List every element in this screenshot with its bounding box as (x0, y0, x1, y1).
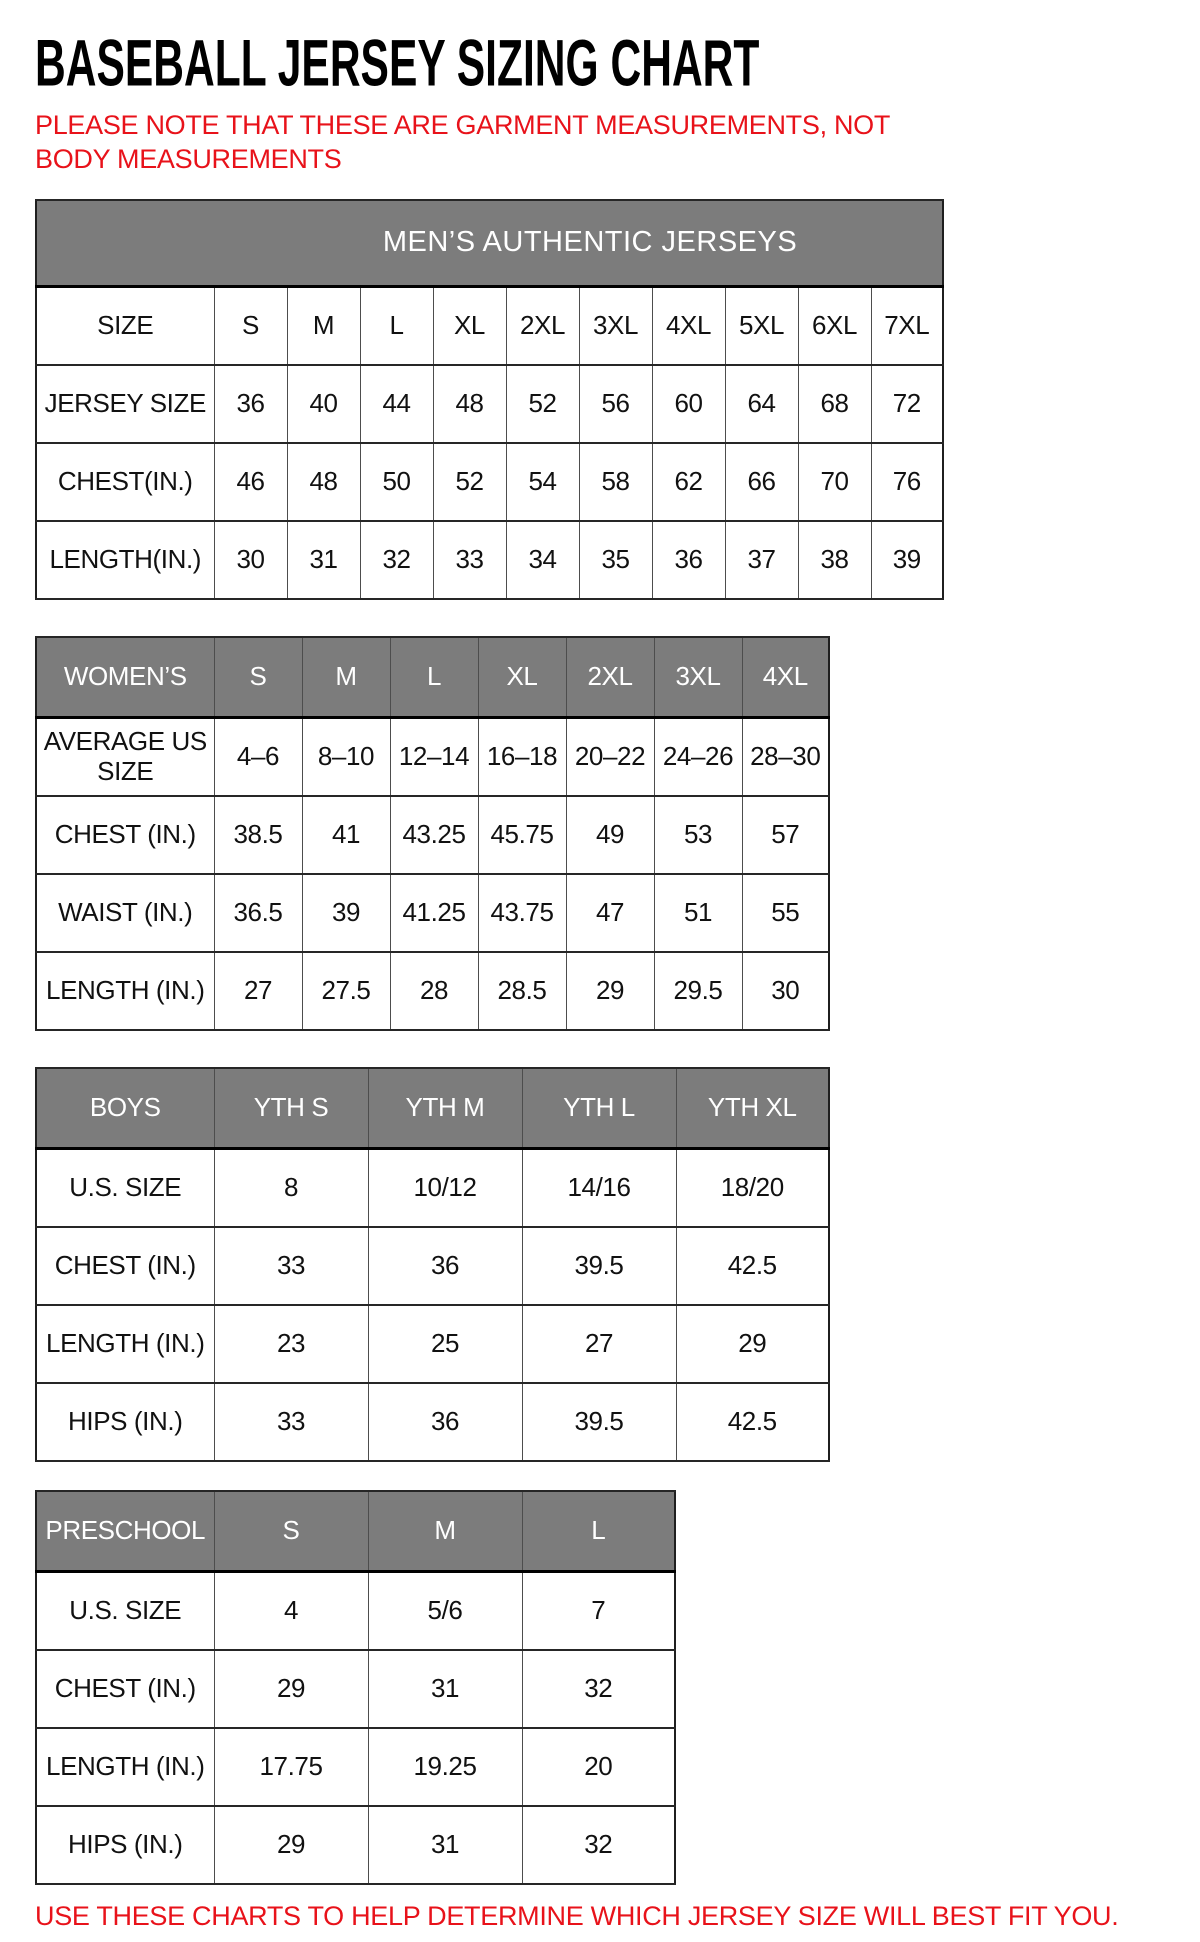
value-cell: 4 (214, 1571, 368, 1650)
table-row (36, 717, 829, 796)
value-cell: 39.5 (522, 1383, 676, 1461)
column-header-row (36, 1068, 829, 1149)
row-label-cell: CHEST (IN.) (36, 1650, 214, 1728)
column-header-cell: M (287, 286, 360, 365)
table-row (36, 521, 943, 599)
value-cell: 8–10 (302, 717, 390, 796)
value-cell: 7 (522, 1571, 675, 1650)
table-banner: MEN’S AUTHENTIC JERSEYS (36, 200, 943, 287)
table-row (36, 1571, 675, 1650)
value-cell: 28–30 (742, 717, 829, 796)
column-header-cell: XL (433, 286, 506, 365)
column-header-cell: PRESCHOOL (36, 1491, 214, 1572)
column-header-cell: 6XL (798, 286, 871, 365)
value-cell: 31 (287, 521, 360, 599)
value-cell: 28.5 (478, 952, 566, 1030)
value-cell: 20–22 (566, 717, 654, 796)
value-cell: 34 (506, 521, 579, 599)
value-cell: 40 (287, 365, 360, 443)
value-cell: 49 (566, 796, 654, 874)
table-banner-row (36, 200, 943, 287)
value-cell: 54 (506, 443, 579, 521)
row-label-cell: LENGTH (IN.) (36, 1728, 214, 1806)
column-header-cell: M (368, 1491, 522, 1572)
column-header-cell: L (522, 1491, 675, 1572)
table-row (36, 443, 943, 521)
column-header-cell: L (390, 637, 478, 718)
value-cell: 29.5 (654, 952, 742, 1030)
table-row (36, 1806, 675, 1884)
value-cell: 30 (742, 952, 829, 1030)
column-header-cell: 7XL (871, 286, 943, 365)
value-cell: 72 (871, 365, 943, 443)
value-cell: 50 (360, 443, 433, 521)
value-cell: 5/6 (368, 1571, 522, 1650)
value-cell: 14/16 (522, 1148, 676, 1227)
column-header-cell: L (360, 286, 433, 365)
value-cell: 36 (368, 1227, 522, 1305)
column-header-cell: 5XL (725, 286, 798, 365)
value-cell: 4–6 (214, 717, 302, 796)
row-label-cell: JERSEY SIZE (36, 365, 214, 443)
value-cell: 27 (522, 1305, 676, 1383)
footer-note: USE THESE CHARTS TO HELP DETERMINE WHICH JERSEY SIZE WILL BEST FIT YOU. (35, 1900, 1119, 1931)
column-header-cell: 2XL (506, 286, 579, 365)
table-row (36, 1148, 829, 1227)
row-label-cell: LENGTH (IN.) (36, 952, 214, 1030)
value-cell: 29 (214, 1650, 368, 1728)
value-cell: 41.25 (390, 874, 478, 952)
value-cell: 68 (798, 365, 871, 443)
column-header-row (36, 286, 943, 365)
column-header-cell: WOMEN’S (36, 637, 214, 718)
value-cell: 18/20 (676, 1148, 829, 1227)
row-label-cell: AVERAGE US SIZE (36, 717, 214, 796)
value-cell: 29 (566, 952, 654, 1030)
value-cell: 36 (652, 521, 725, 599)
table-row (36, 952, 829, 1030)
column-header-cell: 3XL (579, 286, 652, 365)
boys-sizing-table (35, 1067, 830, 1462)
value-cell: 20 (522, 1728, 675, 1806)
value-cell: 38 (798, 521, 871, 599)
value-cell: 53 (654, 796, 742, 874)
value-cell: 70 (798, 443, 871, 521)
value-cell: 25 (368, 1305, 522, 1383)
value-cell: 27 (214, 952, 302, 1030)
table-row (36, 1383, 829, 1461)
value-cell: 42.5 (676, 1383, 829, 1461)
column-header-cell: YTH XL (676, 1068, 829, 1149)
row-label-cell: HIPS (IN.) (36, 1383, 214, 1461)
value-cell: 39.5 (522, 1227, 676, 1305)
womens-sizing-table (35, 636, 830, 1031)
column-header-row (36, 637, 829, 718)
column-header-cell: BOYS (36, 1068, 214, 1149)
column-header-cell: SIZE (36, 286, 214, 365)
value-cell: 39 (871, 521, 943, 599)
value-cell: 42.5 (676, 1227, 829, 1305)
value-cell: 44 (360, 365, 433, 443)
row-label-cell: HIPS (IN.) (36, 1806, 214, 1884)
value-cell: 48 (287, 443, 360, 521)
column-header-cell: 4XL (742, 637, 829, 718)
value-cell: 43.25 (390, 796, 478, 874)
value-cell: 36.5 (214, 874, 302, 952)
table-row (36, 1305, 829, 1383)
row-label-cell: LENGTH(IN.) (36, 521, 214, 599)
value-cell: 31 (368, 1806, 522, 1884)
value-cell: 33 (214, 1383, 368, 1461)
value-cell: 39 (302, 874, 390, 952)
preschool-sizing-table (35, 1490, 676, 1885)
column-header-cell: 2XL (566, 637, 654, 718)
value-cell: 48 (433, 365, 506, 443)
value-cell: 33 (214, 1227, 368, 1305)
value-cell: 52 (433, 443, 506, 521)
value-cell: 51 (654, 874, 742, 952)
value-cell: 47 (566, 874, 654, 952)
value-cell: 46 (214, 443, 287, 521)
page-title: BASEBALL JERSEY SIZING CHART (35, 25, 760, 100)
value-cell: 41 (302, 796, 390, 874)
value-cell: 32 (360, 521, 433, 599)
row-label-cell: CHEST (IN.) (36, 1227, 214, 1305)
table-row (36, 874, 829, 952)
value-cell: 36 (214, 365, 287, 443)
table-row (36, 796, 829, 874)
value-cell: 28 (390, 952, 478, 1030)
value-cell: 35 (579, 521, 652, 599)
value-cell: 37 (725, 521, 798, 599)
value-cell: 52 (506, 365, 579, 443)
table-row (36, 1650, 675, 1728)
column-header-row (36, 1491, 675, 1572)
value-cell: 10/12 (368, 1148, 522, 1227)
value-cell: 66 (725, 443, 798, 521)
value-cell: 30 (214, 521, 287, 599)
garment-measurement-note: PLEASE NOTE THAT THESE ARE GARMENT MEASUREMENTS, NOT BODY MEASUREMENTS (35, 110, 890, 175)
value-cell: 32 (522, 1650, 675, 1728)
value-cell: 56 (579, 365, 652, 443)
value-cell: 38.5 (214, 796, 302, 874)
row-label-cell: LENGTH (IN.) (36, 1305, 214, 1383)
column-header-cell: M (302, 637, 390, 718)
value-cell: 43.75 (478, 874, 566, 952)
column-header-cell: YTH M (368, 1068, 522, 1149)
column-header-cell: XL (478, 637, 566, 718)
value-cell: 33 (433, 521, 506, 599)
value-cell: 23 (214, 1305, 368, 1383)
column-header-cell: S (214, 637, 302, 718)
value-cell: 31 (368, 1650, 522, 1728)
column-header-cell: 3XL (654, 637, 742, 718)
value-cell: 32 (522, 1806, 675, 1884)
value-cell: 16–18 (478, 717, 566, 796)
row-label-cell: U.S. SIZE (36, 1571, 214, 1650)
value-cell: 62 (652, 443, 725, 521)
value-cell: 36 (368, 1383, 522, 1461)
column-header-cell: S (214, 286, 287, 365)
value-cell: 12–14 (390, 717, 478, 796)
value-cell: 57 (742, 796, 829, 874)
row-label-cell: CHEST(IN.) (36, 443, 214, 521)
value-cell: 24–26 (654, 717, 742, 796)
column-header-cell: YTH L (522, 1068, 676, 1149)
value-cell: 19.25 (368, 1728, 522, 1806)
value-cell: 58 (579, 443, 652, 521)
row-label-cell: U.S. SIZE (36, 1148, 214, 1227)
row-label-cell: CHEST (IN.) (36, 796, 214, 874)
column-header-cell: S (214, 1491, 368, 1572)
table-row (36, 365, 943, 443)
value-cell: 45.75 (478, 796, 566, 874)
value-cell: 29 (676, 1305, 829, 1383)
value-cell: 60 (652, 365, 725, 443)
row-label-cell: WAIST (IN.) (36, 874, 214, 952)
table-row (36, 1728, 675, 1806)
value-cell: 76 (871, 443, 943, 521)
value-cell: 64 (725, 365, 798, 443)
value-cell: 8 (214, 1148, 368, 1227)
value-cell: 55 (742, 874, 829, 952)
value-cell: 17.75 (214, 1728, 368, 1806)
column-header-cell: YTH S (214, 1068, 368, 1149)
column-header-cell: 4XL (652, 286, 725, 365)
table-row (36, 1227, 829, 1305)
mens-sizing-table (35, 199, 944, 600)
value-cell: 29 (214, 1806, 368, 1884)
value-cell: 27.5 (302, 952, 390, 1030)
